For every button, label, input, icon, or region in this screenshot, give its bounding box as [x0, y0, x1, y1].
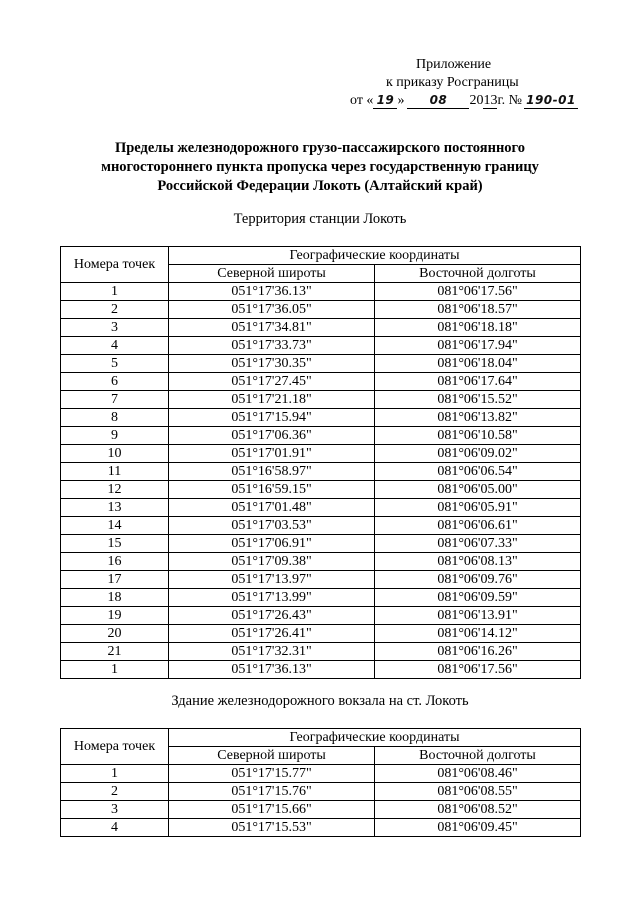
latitude-cell: 051°17'15.76" [169, 783, 375, 801]
longitude-cell: 081°06'18.04" [375, 355, 581, 373]
year-suffix: 13 [483, 93, 498, 108]
longitude-cell: 081°06'17.56" [375, 661, 581, 679]
point-number-cell: 18 [61, 589, 169, 607]
date-day: 19 [373, 93, 397, 109]
latitude-cell: 051°17'15.77" [169, 765, 375, 783]
point-number-cell: 16 [61, 553, 169, 571]
table-row [61, 445, 581, 463]
latitude-cell: 051°17'32.31" [169, 643, 375, 661]
point-number-cell: 21 [61, 643, 169, 661]
date-prefix: от « [350, 93, 374, 108]
longitude-cell: 081°06'18.18" [375, 319, 581, 337]
longitude-cell: 081°06'16.26" [375, 643, 581, 661]
table-row [61, 607, 581, 625]
section-title-building: Здание железнодорожного вокзала на ст. Локоть [171, 693, 469, 709]
longitude-cell: 081°06'17.94" [375, 337, 581, 355]
table-row [61, 535, 581, 553]
column-header-latitude: Северной широты [169, 747, 375, 765]
table-row [61, 801, 581, 819]
table-row [61, 765, 581, 783]
latitude-cell: 051°17'36.05" [169, 301, 375, 319]
point-number-cell: 10 [61, 445, 169, 463]
point-number-cell: 1 [61, 765, 169, 783]
table-row [61, 499, 581, 517]
appendix-label: Приложение [416, 57, 492, 72]
longitude-cell: 081°06'09.76" [375, 571, 581, 589]
longitude-cell: 081°06'05.91" [375, 499, 581, 517]
document-title [60, 139, 580, 196]
point-number-cell: 2 [61, 783, 169, 801]
longitude-cell: 081°06'08.13" [375, 553, 581, 571]
title-line: многостороннего пункта пропуска через государственную границу [101, 159, 539, 175]
table-row [61, 517, 581, 535]
point-number-cell: 3 [61, 801, 169, 819]
table-row [61, 283, 581, 301]
point-number-cell: 4 [61, 337, 169, 355]
latitude-cell: 051°17'15.94" [169, 409, 375, 427]
table-row [61, 625, 581, 643]
table-row [61, 819, 581, 837]
latitude-cell: 051°17'01.48" [169, 499, 375, 517]
longitude-cell: 081°06'09.59" [375, 589, 581, 607]
longitude-cell: 081°06'09.02" [375, 445, 581, 463]
table-row [61, 391, 581, 409]
longitude-cell: 081°06'18.57" [375, 301, 581, 319]
date-month: 08 [407, 93, 469, 109]
order-number: 190-01 [524, 93, 578, 109]
latitude-cell: 051°17'34.81" [169, 319, 375, 337]
latitude-cell: 051°17'26.41" [169, 625, 375, 643]
table-row [61, 553, 581, 571]
column-header-longitude: Восточной долготы [375, 265, 581, 283]
table-row [61, 301, 581, 319]
point-number-cell: 2 [61, 301, 169, 319]
point-number-cell: 7 [61, 391, 169, 409]
point-number-cell: 3 [61, 319, 169, 337]
date-mid: » [397, 93, 405, 108]
table-row [61, 427, 581, 445]
column-header-points: Номера точек [61, 729, 169, 765]
latitude-cell: 051°17'36.13" [169, 283, 375, 301]
latitude-cell: 051°17'15.53" [169, 819, 375, 837]
table-row [61, 409, 581, 427]
title-line: Пределы железнодорожного грузо-пассажирского постоянного [114, 140, 526, 156]
longitude-cell: 081°06'15.52" [375, 391, 581, 409]
table-row [61, 463, 581, 481]
point-number-cell: 6 [61, 373, 169, 391]
point-number-cell: 1 [61, 283, 169, 301]
longitude-cell: 081°06'07.33" [375, 535, 581, 553]
longitude-cell: 081°06'08.52" [375, 801, 581, 819]
latitude-cell: 051°17'13.99" [169, 589, 375, 607]
longitude-cell: 081°06'06.54" [375, 463, 581, 481]
longitude-cell: 081°06'06.61" [375, 517, 581, 535]
title-line: Российской Федерации Локоть (Алтайский край) [157, 178, 483, 194]
table-row [61, 661, 581, 679]
order-reference: к приказу Росграницы [386, 75, 519, 90]
building-coordinates-table [60, 728, 581, 837]
point-number-cell: 14 [61, 517, 169, 535]
table-row [61, 337, 581, 355]
latitude-cell: 051°17'27.45" [169, 373, 375, 391]
point-number-cell: 17 [61, 571, 169, 589]
longitude-cell: 081°06'17.56" [375, 283, 581, 301]
column-header-longitude: Восточной долготы [375, 747, 581, 765]
latitude-cell: 051°16'59.15" [169, 481, 375, 499]
table-row [61, 589, 581, 607]
longitude-cell: 081°06'09.45" [375, 819, 581, 837]
latitude-cell: 051°17'09.38" [169, 553, 375, 571]
point-number-cell: 4 [61, 819, 169, 837]
latitude-cell: 051°17'06.91" [169, 535, 375, 553]
column-header-coordinates: Географические координаты [169, 729, 581, 747]
longitude-cell: 081°06'14.12" [375, 625, 581, 643]
latitude-cell: 051°17'15.66" [169, 801, 375, 819]
latitude-cell: 051°17'36.13" [169, 661, 375, 679]
longitude-cell: 081°06'13.91" [375, 607, 581, 625]
appendix-header [350, 56, 600, 110]
point-number-cell: 8 [61, 409, 169, 427]
table-row [61, 571, 581, 589]
station-table-body [61, 283, 581, 679]
table-row [61, 319, 581, 337]
section-title-station: Территория станции Локоть [233, 211, 407, 227]
latitude-cell: 051°17'13.97" [169, 571, 375, 589]
table-row [61, 355, 581, 373]
year-prefix: 20 [469, 93, 484, 108]
point-number-cell: 1 [61, 661, 169, 679]
point-number-cell: 11 [61, 463, 169, 481]
column-header-points: Номера точек [61, 247, 169, 283]
longitude-cell: 081°06'08.55" [375, 783, 581, 801]
year-unit: г. № [497, 93, 522, 108]
point-number-cell: 19 [61, 607, 169, 625]
longitude-cell: 081°06'10.58" [375, 427, 581, 445]
longitude-cell: 081°06'08.46" [375, 765, 581, 783]
latitude-cell: 051°17'01.91" [169, 445, 375, 463]
point-number-cell: 9 [61, 427, 169, 445]
longitude-cell: 081°06'17.64" [375, 373, 581, 391]
longitude-cell: 081°06'05.00" [375, 481, 581, 499]
latitude-cell: 051°17'33.73" [169, 337, 375, 355]
latitude-cell: 051°17'06.36" [169, 427, 375, 445]
table-row [61, 481, 581, 499]
longitude-cell: 081°06'13.82" [375, 409, 581, 427]
order-date-number [350, 92, 600, 110]
point-number-cell: 20 [61, 625, 169, 643]
point-number-cell: 13 [61, 499, 169, 517]
latitude-cell: 051°17'03.53" [169, 517, 375, 535]
latitude-cell: 051°17'30.35" [169, 355, 375, 373]
point-number-cell: 5 [61, 355, 169, 373]
latitude-cell: 051°17'26.43" [169, 607, 375, 625]
point-number-cell: 12 [61, 481, 169, 499]
building-table-body [61, 765, 581, 837]
column-header-latitude: Северной широты [169, 265, 375, 283]
latitude-cell: 051°17'21.18" [169, 391, 375, 409]
table-row [61, 783, 581, 801]
table-row [61, 373, 581, 391]
latitude-cell: 051°16'58.97" [169, 463, 375, 481]
point-number-cell: 15 [61, 535, 169, 553]
column-header-coordinates: Географические координаты [169, 247, 581, 265]
station-coordinates-table [60, 246, 581, 679]
table-row [61, 643, 581, 661]
